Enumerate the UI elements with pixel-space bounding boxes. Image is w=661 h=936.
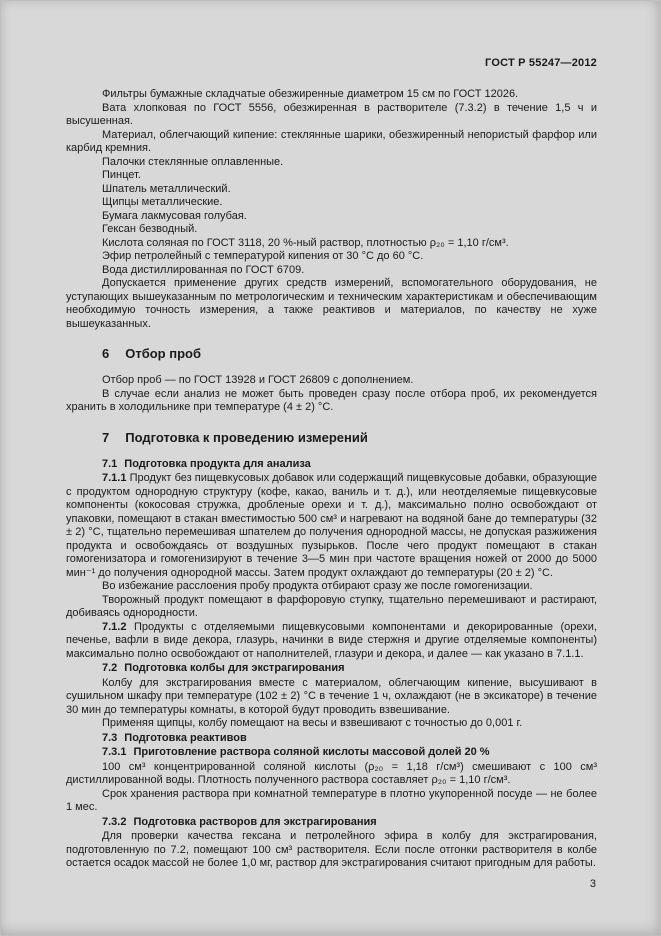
paragraph: Творожный продукт помещают в фарфоровую ступку, тщательно перемешивают и растирают, добиваясь однородности.	[66, 593, 597, 619]
paragraph: Срок хранения раствора при комнатной температуре в плотно укупоренной посуде — не более 1 мес.	[66, 787, 597, 813]
clause-number: 7.1.2	[102, 620, 127, 633]
paragraph: Допускается применение других средств измерений, вспомогательного оборудования, не уступающих вышеуказанным по метрологическим и техническим характеристикам и обеспечивающим необходимую точность измерения, а также реактивов и материалов, по качеству не хуже вышеуказанных.	[66, 277, 597, 330]
running-header: ГОСТ Р 55247—2012	[485, 57, 597, 69]
clause-text: Подготовка к проведению измерений	[125, 429, 368, 445]
paragraph: Вода дистиллированная по ГОСТ 6709.	[102, 263, 305, 276]
paragraph: Материал, облегчающий кипение: стеклянные шарики, обезжиренный непористый фарфор или карбид кремния.	[66, 128, 597, 154]
document-content	[66, 88, 597, 871]
clause-text: Продукты с отделяемыми пищевкусовыми компонентами и декорированные (орехи, печенье, вафли в виде декора, глазурь, начинки в виде стержня и другие отделяемые компоненты) максимально полно освобождают от наполнителей, глазури и декора, и далее — как указано в 7.1.1.	[66, 620, 597, 660]
paragraph: Во избежание расслоения пробу продукта отбирают сразу же после гомогенизации.	[102, 580, 533, 592]
section-heading	[66, 346, 597, 362]
subsection-heading	[66, 458, 597, 472]
paragraph	[66, 472, 597, 580]
clause-number: 7.3.2	[102, 815, 127, 828]
clause-text: Продукт без пищевкусовых добавок или содержащий пищевкусовые добавки, образующие с продуктом однородную структуру (кофе, какао, ваниль и т. д.), или неотделяемые пищевкусовые компоненты (кокосовая стружка, дробленые орехи и т. д.), максимально полно освобождают от упаковки, помещают в стакан вместимостью 500 см³ и нагревают на водяной бане до температуры (32 ± 2) °С, тщательно перемешивая шпателем до получения однородной массы, не допуская разжижения продукта и освобождаясь от воздушных пузырьков. После чего продукт помещают в стакан гомогенизатора и гомогенизируют в течение 3—5 мин при частоте вращения ножей от 2000 до 5000 мин⁻¹ до получения однородной массы. Затем продукт охлаждают до температуры (20 ± 2) °С.	[66, 472, 598, 579]
subsection-heading	[66, 662, 597, 676]
paragraph: Гексан безводный.	[102, 223, 198, 235]
clause-number: 7.3.1	[102, 746, 127, 758]
paragraph: Отбор проб — по ГОСТ 13928 и ГОСТ 26809 с дополнением.	[102, 374, 414, 386]
subsection-heading	[66, 732, 597, 746]
paragraph	[66, 621, 597, 662]
clause-text: Подготовка колбы для экстрагирования	[124, 662, 345, 674]
paragraph: Применяя щипцы, колбу помещают на весы и взвешивают с точностью до 0,001 г.	[102, 717, 523, 729]
clause-number: 7.1	[102, 457, 118, 470]
paragraph: Эфир петролейный с температурой кипения от 30 °С до 60 °С.	[102, 250, 424, 262]
clause-number: 6	[102, 346, 110, 361]
subsection-heading	[66, 816, 597, 830]
paragraph: В случае если анализ не может быть проведен сразу после отбора проб, их рекомендуется хранить в холодильнике при температуре (4 ± 2) °С.	[66, 387, 597, 413]
subsection-heading	[66, 746, 597, 760]
clause-number: 7.1.1	[102, 472, 127, 484]
paragraph: Щипцы металлические.	[102, 196, 223, 208]
paragraph: Шпатель металлический.	[102, 182, 231, 195]
page-number: 3	[589, 878, 596, 890]
clause-text: Отбор проб	[125, 346, 201, 361]
clause-text: Приготовление раствора соляной кислоты массовой долей 20 %	[133, 746, 490, 758]
clause-text: Подготовка продукта для анализа	[124, 457, 311, 470]
paragraph: Бумага лакмусовая голубая.	[102, 209, 247, 222]
paragraph: Кислота соляная по ГОСТ 3118, 20 %-ный раствор, плотностью ρ₂₀ = 1,10 г/см³.	[102, 236, 509, 249]
paragraph: Вата хлопковая по ГОСТ 5556, обезжиренная в растворителе (7.3.2) в течение 1,5 ч и высушенная.	[66, 101, 597, 127]
clause-text: Подготовка реактивов	[124, 731, 247, 744]
section-heading	[66, 430, 597, 446]
paragraph: 100 см³ концентрированной соляной кислоты (ρ₂₀ = 1,18 г/см³) смешивают с 100 см³ дистиллированной воды. Плотность полученного раствора составляет ρ₂₀ = 1,10 г/см³.	[66, 760, 597, 786]
clause-number: 7	[102, 429, 110, 445]
clause-number: 7.3	[102, 731, 118, 744]
clause-number: 7.2	[102, 662, 118, 674]
paragraph: Колбу для экстрагирования вместе с материалом, облегчающим кипение, высушивают в сушильном шкафу при температуре (102 ± 2) °С в течение 1 ч, охлаждают (не в эксикаторе) в течение 30 мин до температуры комнаты, в которой будут проводить взвешивание.	[66, 676, 597, 716]
paragraph: Пинцет.	[102, 169, 141, 181]
paragraph: Палочки стеклянные оплавленные.	[102, 155, 284, 168]
paragraph: Фильтры бумажные складчатые обезжиренные диаметром 15 см по ГОСТ 12026.	[102, 88, 519, 100]
paragraph: Для проверки качества гексана и петролейного эфира в колбу для экстрагирования, подготовленную по 7.2, помещают 100 см³ растворителя. Если после отгонки растворителя в колбе остается осадок массой не более 1,0 мг, раствор для экстрагирования считают пригодным для работы.	[66, 830, 597, 869]
clause-text: Подготовка растворов для экстрагирования	[133, 815, 377, 828]
